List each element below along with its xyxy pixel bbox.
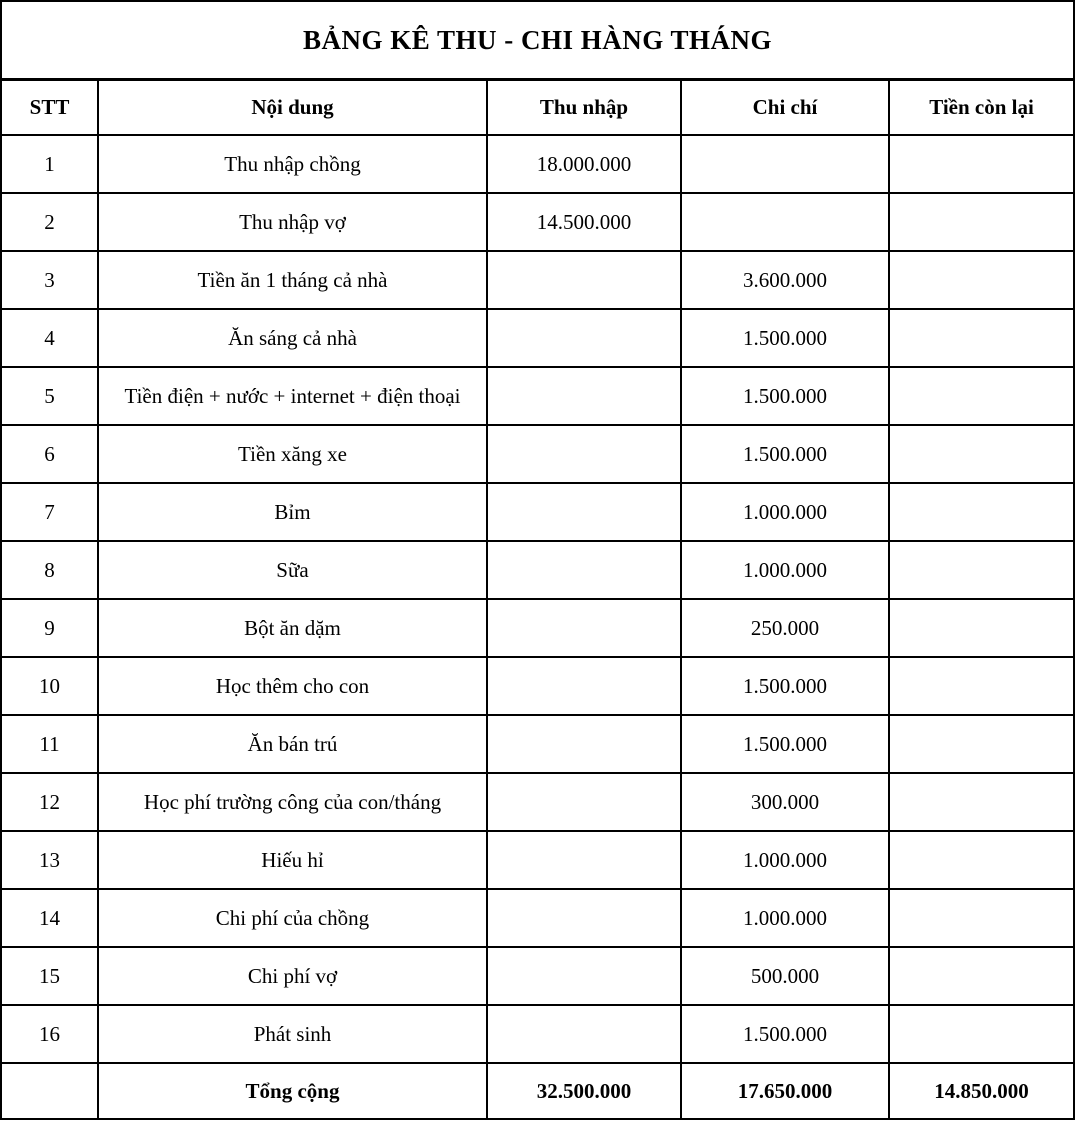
table-row (1, 425, 1074, 483)
total-income-cell: 32.500.000 (487, 1063, 681, 1119)
row-stt-cell: 6 (1, 425, 98, 483)
total-row (1, 1063, 1074, 1119)
row-expense-cell: 1.500.000 (681, 367, 889, 425)
column-header-remaining: Tiền còn lại (889, 80, 1074, 136)
row-stt-cell: 16 (1, 1005, 98, 1063)
row-stt-cell: 15 (1, 947, 98, 1005)
row-content-cell: Học thêm cho con (98, 657, 487, 715)
row-remaining-cell (889, 889, 1074, 947)
page-title: BẢNG KÊ THU - CHI HÀNG THÁNG (1, 1, 1074, 80)
total-label-cell: Tổng cộng (98, 1063, 487, 1119)
row-expense-cell (681, 193, 889, 251)
row-stt-cell: 8 (1, 541, 98, 599)
table-row (1, 1005, 1074, 1063)
total-remaining-cell: 14.850.000 (889, 1063, 1074, 1119)
row-remaining-cell (889, 947, 1074, 1005)
row-income-cell (487, 1005, 681, 1063)
row-stt-cell: 10 (1, 657, 98, 715)
row-expense-cell: 500.000 (681, 947, 889, 1005)
table-row (1, 715, 1074, 773)
row-remaining-cell (889, 599, 1074, 657)
table-row (1, 889, 1074, 947)
row-income-cell (487, 483, 681, 541)
row-content-cell: Tiền ăn 1 tháng cả nhà (98, 251, 487, 309)
row-stt-cell: 1 (1, 135, 98, 193)
table-row (1, 773, 1074, 831)
row-content-cell: Ăn sáng cả nhà (98, 309, 487, 367)
table-row (1, 657, 1074, 715)
row-expense-cell: 1.500.000 (681, 657, 889, 715)
row-content-cell: Ăn bán trú (98, 715, 487, 773)
row-stt-cell: 5 (1, 367, 98, 425)
row-income-cell (487, 541, 681, 599)
row-expense-cell: 3.600.000 (681, 251, 889, 309)
row-remaining-cell (889, 193, 1074, 251)
row-content-cell: Bỉm (98, 483, 487, 541)
row-income-cell (487, 889, 681, 947)
row-income-cell (487, 425, 681, 483)
table-row (1, 251, 1074, 309)
row-remaining-cell (889, 773, 1074, 831)
row-remaining-cell (889, 1005, 1074, 1063)
table-row (1, 541, 1074, 599)
row-stt-cell: 14 (1, 889, 98, 947)
row-income-cell (487, 773, 681, 831)
row-expense-cell: 1.500.000 (681, 425, 889, 483)
row-expense-cell: 300.000 (681, 773, 889, 831)
table-row (1, 135, 1074, 193)
row-remaining-cell (889, 425, 1074, 483)
row-content-cell: Bột ăn dặm (98, 599, 487, 657)
row-expense-cell (681, 135, 889, 193)
table-row (1, 831, 1074, 889)
row-income-cell (487, 947, 681, 1005)
row-expense-cell: 1.000.000 (681, 541, 889, 599)
table-row (1, 599, 1074, 657)
row-remaining-cell (889, 135, 1074, 193)
row-content-cell: Sữa (98, 541, 487, 599)
total-expense-cell: 17.650.000 (681, 1063, 889, 1119)
header-row (1, 80, 1074, 136)
row-stt-cell: 7 (1, 483, 98, 541)
row-content-cell: Tiền xăng xe (98, 425, 487, 483)
total-stt-cell (1, 1063, 98, 1119)
column-header-expense: Chi chí (681, 80, 889, 136)
row-remaining-cell (889, 251, 1074, 309)
row-content-cell: Thu nhập chồng (98, 135, 487, 193)
row-remaining-cell (889, 367, 1074, 425)
row-expense-cell: 250.000 (681, 599, 889, 657)
row-remaining-cell (889, 483, 1074, 541)
column-header-content: Nội dung (98, 80, 487, 136)
row-stt-cell: 13 (1, 831, 98, 889)
row-remaining-cell (889, 831, 1074, 889)
title-row (1, 1, 1074, 80)
row-expense-cell: 1.500.000 (681, 1005, 889, 1063)
row-income-cell (487, 251, 681, 309)
row-income-cell: 18.000.000 (487, 135, 681, 193)
row-remaining-cell (889, 715, 1074, 773)
row-income-cell (487, 599, 681, 657)
row-remaining-cell (889, 309, 1074, 367)
row-content-cell: Chi phí của chồng (98, 889, 487, 947)
row-stt-cell: 2 (1, 193, 98, 251)
row-income-cell (487, 715, 681, 773)
row-stt-cell: 3 (1, 251, 98, 309)
column-header-income: Thu nhập (487, 80, 681, 136)
table-row (1, 309, 1074, 367)
row-expense-cell: 1.500.000 (681, 309, 889, 367)
table-body (1, 135, 1074, 1063)
row-expense-cell: 1.000.000 (681, 483, 889, 541)
row-income-cell: 14.500.000 (487, 193, 681, 251)
row-stt-cell: 12 (1, 773, 98, 831)
table-row (1, 367, 1074, 425)
row-content-cell: Học phí trường công của con/tháng (98, 773, 487, 831)
row-income-cell (487, 309, 681, 367)
row-stt-cell: 11 (1, 715, 98, 773)
row-expense-cell: 1.500.000 (681, 715, 889, 773)
row-content-cell: Hiếu hỉ (98, 831, 487, 889)
row-stt-cell: 9 (1, 599, 98, 657)
row-remaining-cell (889, 657, 1074, 715)
row-income-cell (487, 831, 681, 889)
row-income-cell (487, 657, 681, 715)
row-stt-cell: 4 (1, 309, 98, 367)
table-row (1, 947, 1074, 1005)
row-content-cell: Tiền điện + nước + internet + điện thoại (98, 367, 487, 425)
table-row (1, 193, 1074, 251)
column-header-stt: STT (1, 80, 98, 136)
row-income-cell (487, 367, 681, 425)
row-expense-cell: 1.000.000 (681, 831, 889, 889)
row-content-cell: Chi phí vợ (98, 947, 487, 1005)
row-content-cell: Thu nhập vợ (98, 193, 487, 251)
table-row (1, 483, 1074, 541)
row-remaining-cell (889, 541, 1074, 599)
row-content-cell: Phát sinh (98, 1005, 487, 1063)
row-expense-cell: 1.000.000 (681, 889, 889, 947)
